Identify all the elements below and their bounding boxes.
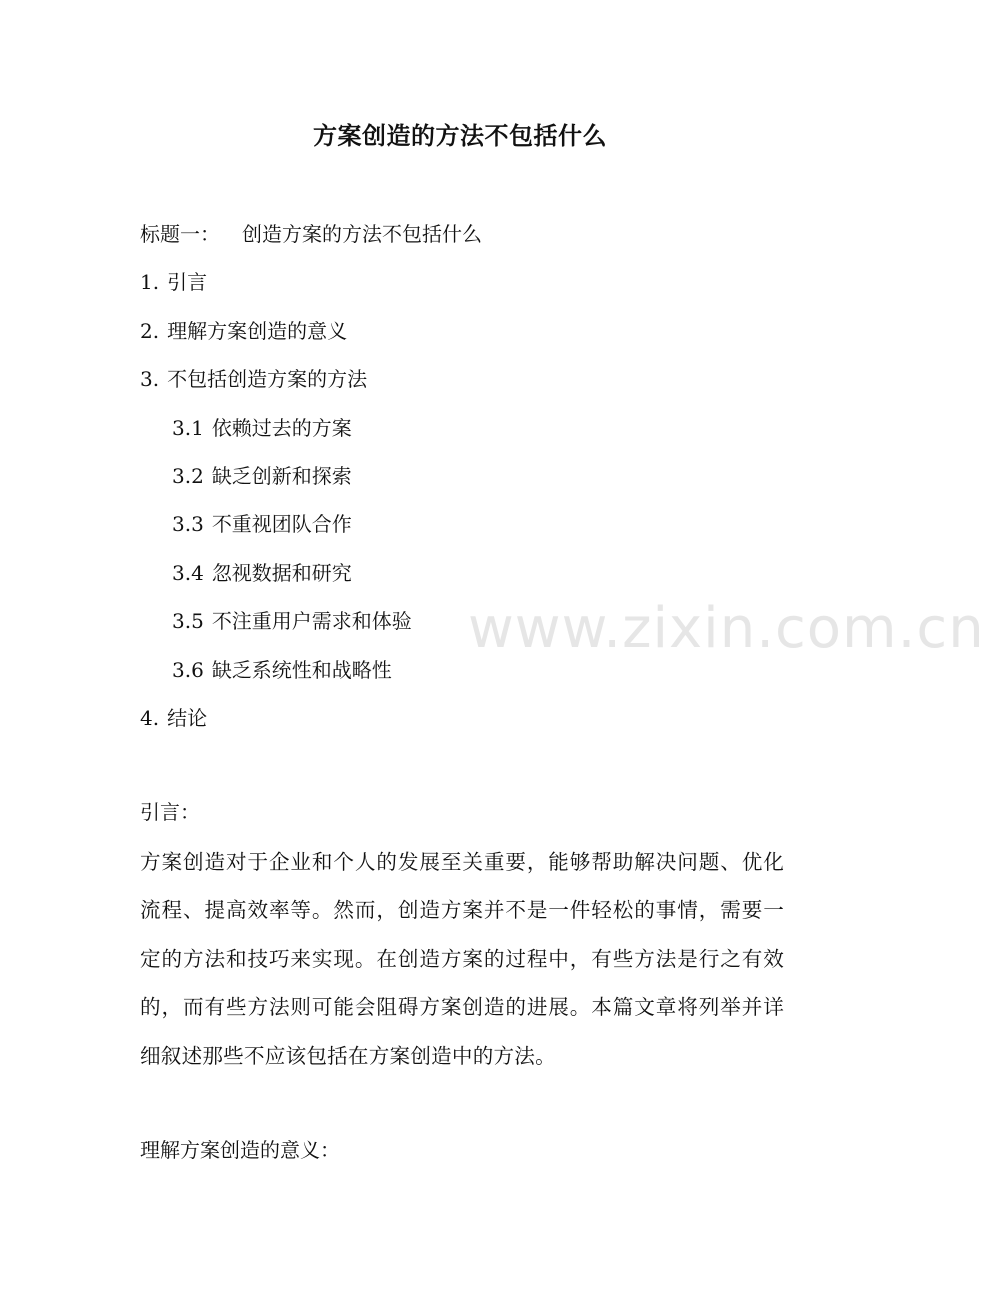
outline-subitem-text: 依赖过去的方案 xyxy=(211,415,352,440)
document-title: 方案创造的方法不包括什么 xyxy=(313,121,607,150)
outline-item-number: 4. xyxy=(140,705,160,730)
outline-subitem-text: 缺乏系统性和战略性 xyxy=(211,657,392,682)
outline-item-text: 理解方案创造的意义 xyxy=(167,318,348,343)
intro-paragraph: 方案创造对于企业和个人的发展至关重要，能够帮助解决问题、优化流程、提高效率等。然而，创造方案并不是一件轻松的事情，需要一定的方法和技巧来实现。在创造方案的过程中，有些方法是行之有效的，而有些方法则可能会阻碍方案创造的进展。本篇文章将列举并详细叙述那些不应该包括在方案创造中的方法。 xyxy=(140,850,784,1068)
outline-subitem-number: 3.1 xyxy=(172,415,204,440)
watermark: www.zixin.com.cn xyxy=(468,596,985,661)
outline-subitem-text: 不重视团队合作 xyxy=(211,512,352,537)
outline-subitem-number: 3.2 xyxy=(172,463,204,488)
outline-subitem-number: 3.6 xyxy=(172,657,204,682)
outline-heading-label: 标题一： xyxy=(140,222,220,246)
outline-heading-text: 创造方案的方法不包括什么 xyxy=(242,222,482,246)
outline-subitem-text: 缺乏创新和探索 xyxy=(211,463,352,488)
outline-subitem-number: 3.5 xyxy=(172,609,204,634)
section2-heading: 理解方案创造的意义： xyxy=(140,1138,340,1162)
outline-item xyxy=(140,262,800,310)
outline-subitem xyxy=(140,408,800,456)
outline-subitem xyxy=(140,650,800,698)
outline-item-number: 2. xyxy=(140,318,160,343)
outline-subitem-text: 不注重用户需求和体验 xyxy=(211,609,412,634)
outline-subitem-text: 忽视数据和研究 xyxy=(211,560,352,585)
outline-subitem xyxy=(140,504,800,552)
outline-item xyxy=(140,698,800,746)
outline-item xyxy=(140,359,800,407)
outline-heading xyxy=(140,214,800,262)
outline-subitem xyxy=(140,456,800,504)
outline-item-number: 1. xyxy=(140,270,160,295)
outline-item-number: 3. xyxy=(140,367,160,392)
outline-subitem-number: 3.3 xyxy=(172,512,204,537)
outline-item-text: 引言 xyxy=(167,270,208,295)
outline-item xyxy=(140,311,800,359)
outline-subitem xyxy=(140,553,800,601)
intro-heading: 引言： xyxy=(140,800,200,824)
outline-item-text: 结论 xyxy=(167,705,208,730)
outline-item-text: 不包括创造方案的方法 xyxy=(167,367,368,392)
outline-subitem-number: 3.4 xyxy=(172,560,204,585)
outline-subitem xyxy=(140,601,800,649)
outline xyxy=(140,214,800,746)
